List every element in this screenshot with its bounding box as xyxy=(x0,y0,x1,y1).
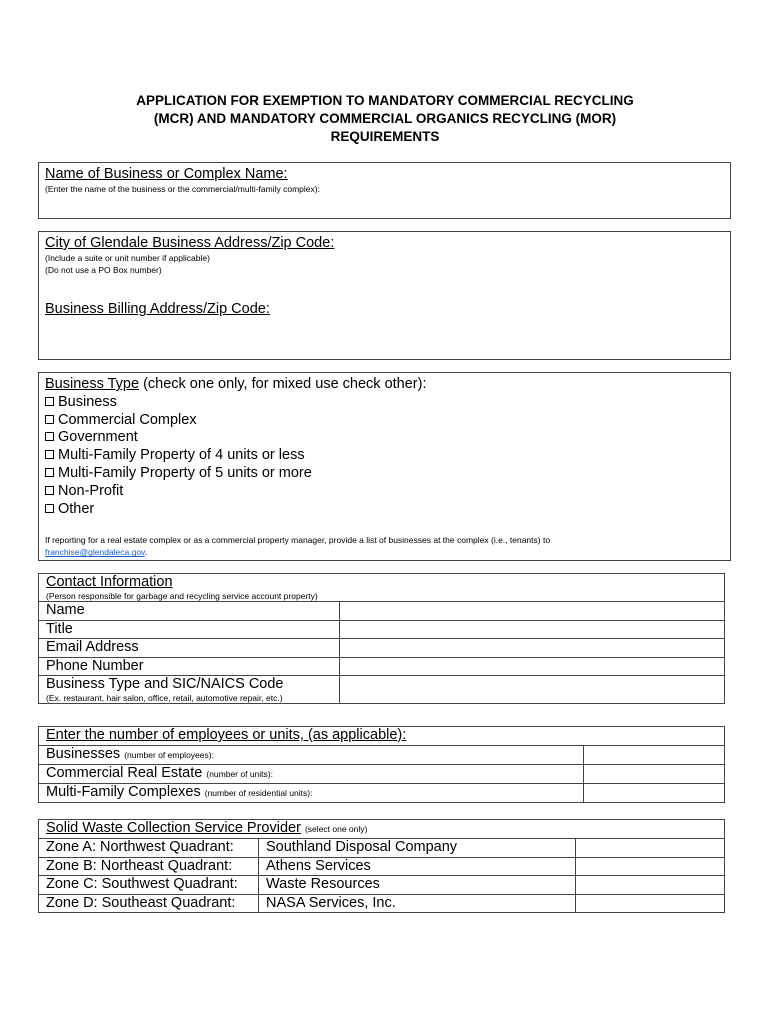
contact-title-field[interactable] xyxy=(340,620,725,639)
business-type-section xyxy=(38,372,731,561)
provider-header xyxy=(39,820,725,839)
counts-row-hint: (number of employees): xyxy=(124,749,214,760)
title-line-1: APPLICATION FOR EXEMPTION TO MANDATORY COMMERCIAL RECYCLING xyxy=(136,93,634,108)
counts-label: Enter the number of employees or units, (as applicable): xyxy=(46,727,407,743)
provider-company: NASA Services, Inc. xyxy=(259,894,576,913)
checkbox-label: Multi-Family Property of 4 units or less xyxy=(58,447,305,464)
checkbox-multi-family-4-or-less[interactable] xyxy=(45,447,724,465)
tenant-note-text: If reporting for a real estate complex or as a commercial property manager, provide a list of businesses at the complex (i.e., tenants) to xyxy=(45,535,551,546)
commercial-units-field[interactable] xyxy=(584,764,725,783)
provider-row-zone-b[interactable] xyxy=(39,857,725,876)
checkbox-business[interactable] xyxy=(45,394,724,412)
counts-row-businesses xyxy=(39,745,584,764)
form-title xyxy=(60,92,710,146)
business-type-instructions: (check one only, for mixed use check other): xyxy=(139,376,427,392)
checkbox-other[interactable] xyxy=(45,501,724,519)
checkbox-label: Business xyxy=(58,393,117,410)
franchise-email-link[interactable]: franchise@glendaleca.gov xyxy=(45,547,145,558)
contact-row-business-type xyxy=(39,676,340,704)
checkbox-label: Government xyxy=(58,429,138,446)
checkbox-non-profit[interactable] xyxy=(45,483,724,501)
counts-table xyxy=(38,726,725,803)
business-name-hint: (Enter the name of the business or the commercial/multi-family complex): xyxy=(45,184,320,194)
counts-row-hint: (number of residential units): xyxy=(204,787,313,798)
counts-row-label: Multi-Family Complexes xyxy=(46,783,201,800)
checkbox-icon[interactable] xyxy=(45,450,54,459)
contact-row-phone: Phone Number xyxy=(39,657,340,676)
counts-row-hint: (number of units): xyxy=(206,768,273,779)
provider-row-zone-a[interactable] xyxy=(39,839,725,858)
address-label: City of Glendale Business Address/Zip Code: xyxy=(45,235,335,251)
counts-row-commercial-real-estate xyxy=(39,764,584,783)
note-period: . xyxy=(144,547,148,558)
business-type-label: Business Type xyxy=(45,376,140,392)
counts-header xyxy=(39,727,725,746)
contact-row-title: Title xyxy=(39,620,340,639)
zone-label: Zone C: Southwest Quadrant: xyxy=(39,876,259,895)
counts-row-multi-family xyxy=(39,783,584,802)
checkbox-multi-family-5-or-more[interactable] xyxy=(45,465,724,483)
contact-name-field[interactable] xyxy=(340,602,725,621)
checkbox-commercial-complex[interactable] xyxy=(45,412,724,430)
checkbox-icon[interactable] xyxy=(45,468,54,477)
checkbox-icon[interactable] xyxy=(45,486,54,495)
contact-email-field[interactable] xyxy=(340,639,725,658)
business-name-label: Name of Business or Complex Name: xyxy=(45,166,288,182)
provider-select-cell[interactable] xyxy=(576,876,725,895)
contact-hint: (Person responsible for garbage and recycling service account property) xyxy=(46,591,318,601)
zone-label: Zone B: Northeast Quadrant: xyxy=(39,857,259,876)
provider-company: Waste Resources xyxy=(259,876,576,895)
contact-label: Contact Information xyxy=(46,574,173,590)
business-type-example: (Ex. restaurant, hair salon, office, retail, automotive repair, etc.) xyxy=(46,693,283,703)
provider-row-zone-d[interactable] xyxy=(39,894,725,913)
contact-row-email: Email Address xyxy=(39,639,340,658)
zone-label: Zone D: Southeast Quadrant: xyxy=(39,894,259,913)
counts-row-label: Commercial Real Estate xyxy=(46,764,203,781)
title-line-2: (MCR) AND MANDATORY COMMERCIAL ORGANICS RECYCLING (MOR) xyxy=(153,111,617,126)
zone-label: Zone A: Northwest Quadrant: xyxy=(39,839,259,858)
contact-business-type-field[interactable] xyxy=(340,676,725,704)
checkbox-label: Commercial Complex xyxy=(58,411,197,428)
provider-row-zone-c[interactable] xyxy=(39,876,725,895)
provider-select-cell[interactable] xyxy=(576,839,725,858)
residential-units-field[interactable] xyxy=(584,783,725,802)
checkbox-icon[interactable] xyxy=(45,415,54,424)
business-type-heading xyxy=(45,376,724,394)
provider-label: Solid Waste Collection Service Provider xyxy=(46,820,301,836)
provider-select-cell[interactable] xyxy=(576,857,725,876)
checkbox-icon[interactable] xyxy=(45,397,54,406)
contact-phone-field[interactable] xyxy=(340,657,725,676)
address-hint-2: (Do not use a PO Box number) xyxy=(45,265,162,275)
address-hint-1: (Include a suite or unit number if applicable) xyxy=(45,253,210,263)
provider-select-cell[interactable] xyxy=(576,894,725,913)
checkbox-icon[interactable] xyxy=(45,504,54,513)
provider-hint: (select one only) xyxy=(304,824,368,834)
checkbox-icon[interactable] xyxy=(45,432,54,441)
checkbox-label: Other xyxy=(58,500,95,517)
contact-header xyxy=(39,574,725,602)
businesses-count-field[interactable] xyxy=(584,745,725,764)
title-line-3: REQUIREMENTS xyxy=(330,129,440,144)
tenant-list-note xyxy=(45,534,724,558)
business-name-section[interactable] xyxy=(38,162,731,219)
contact-row-name: Name xyxy=(39,602,340,621)
provider-company: Southland Disposal Company xyxy=(259,839,576,858)
provider-table xyxy=(38,819,725,913)
provider-company: Athens Services xyxy=(259,857,576,876)
contact-table xyxy=(38,573,725,704)
business-type-code-label: Business Type and SIC/NAICS Code xyxy=(46,676,284,692)
checkbox-government[interactable] xyxy=(45,429,724,447)
billing-address-label: Business Billing Address/Zip Code: xyxy=(45,301,270,317)
address-section[interactable] xyxy=(38,231,731,360)
checkbox-label: Non-Profit xyxy=(58,482,124,499)
checkbox-label: Multi-Family Property of 5 units or more xyxy=(58,464,312,481)
counts-row-label: Businesses xyxy=(46,745,121,762)
